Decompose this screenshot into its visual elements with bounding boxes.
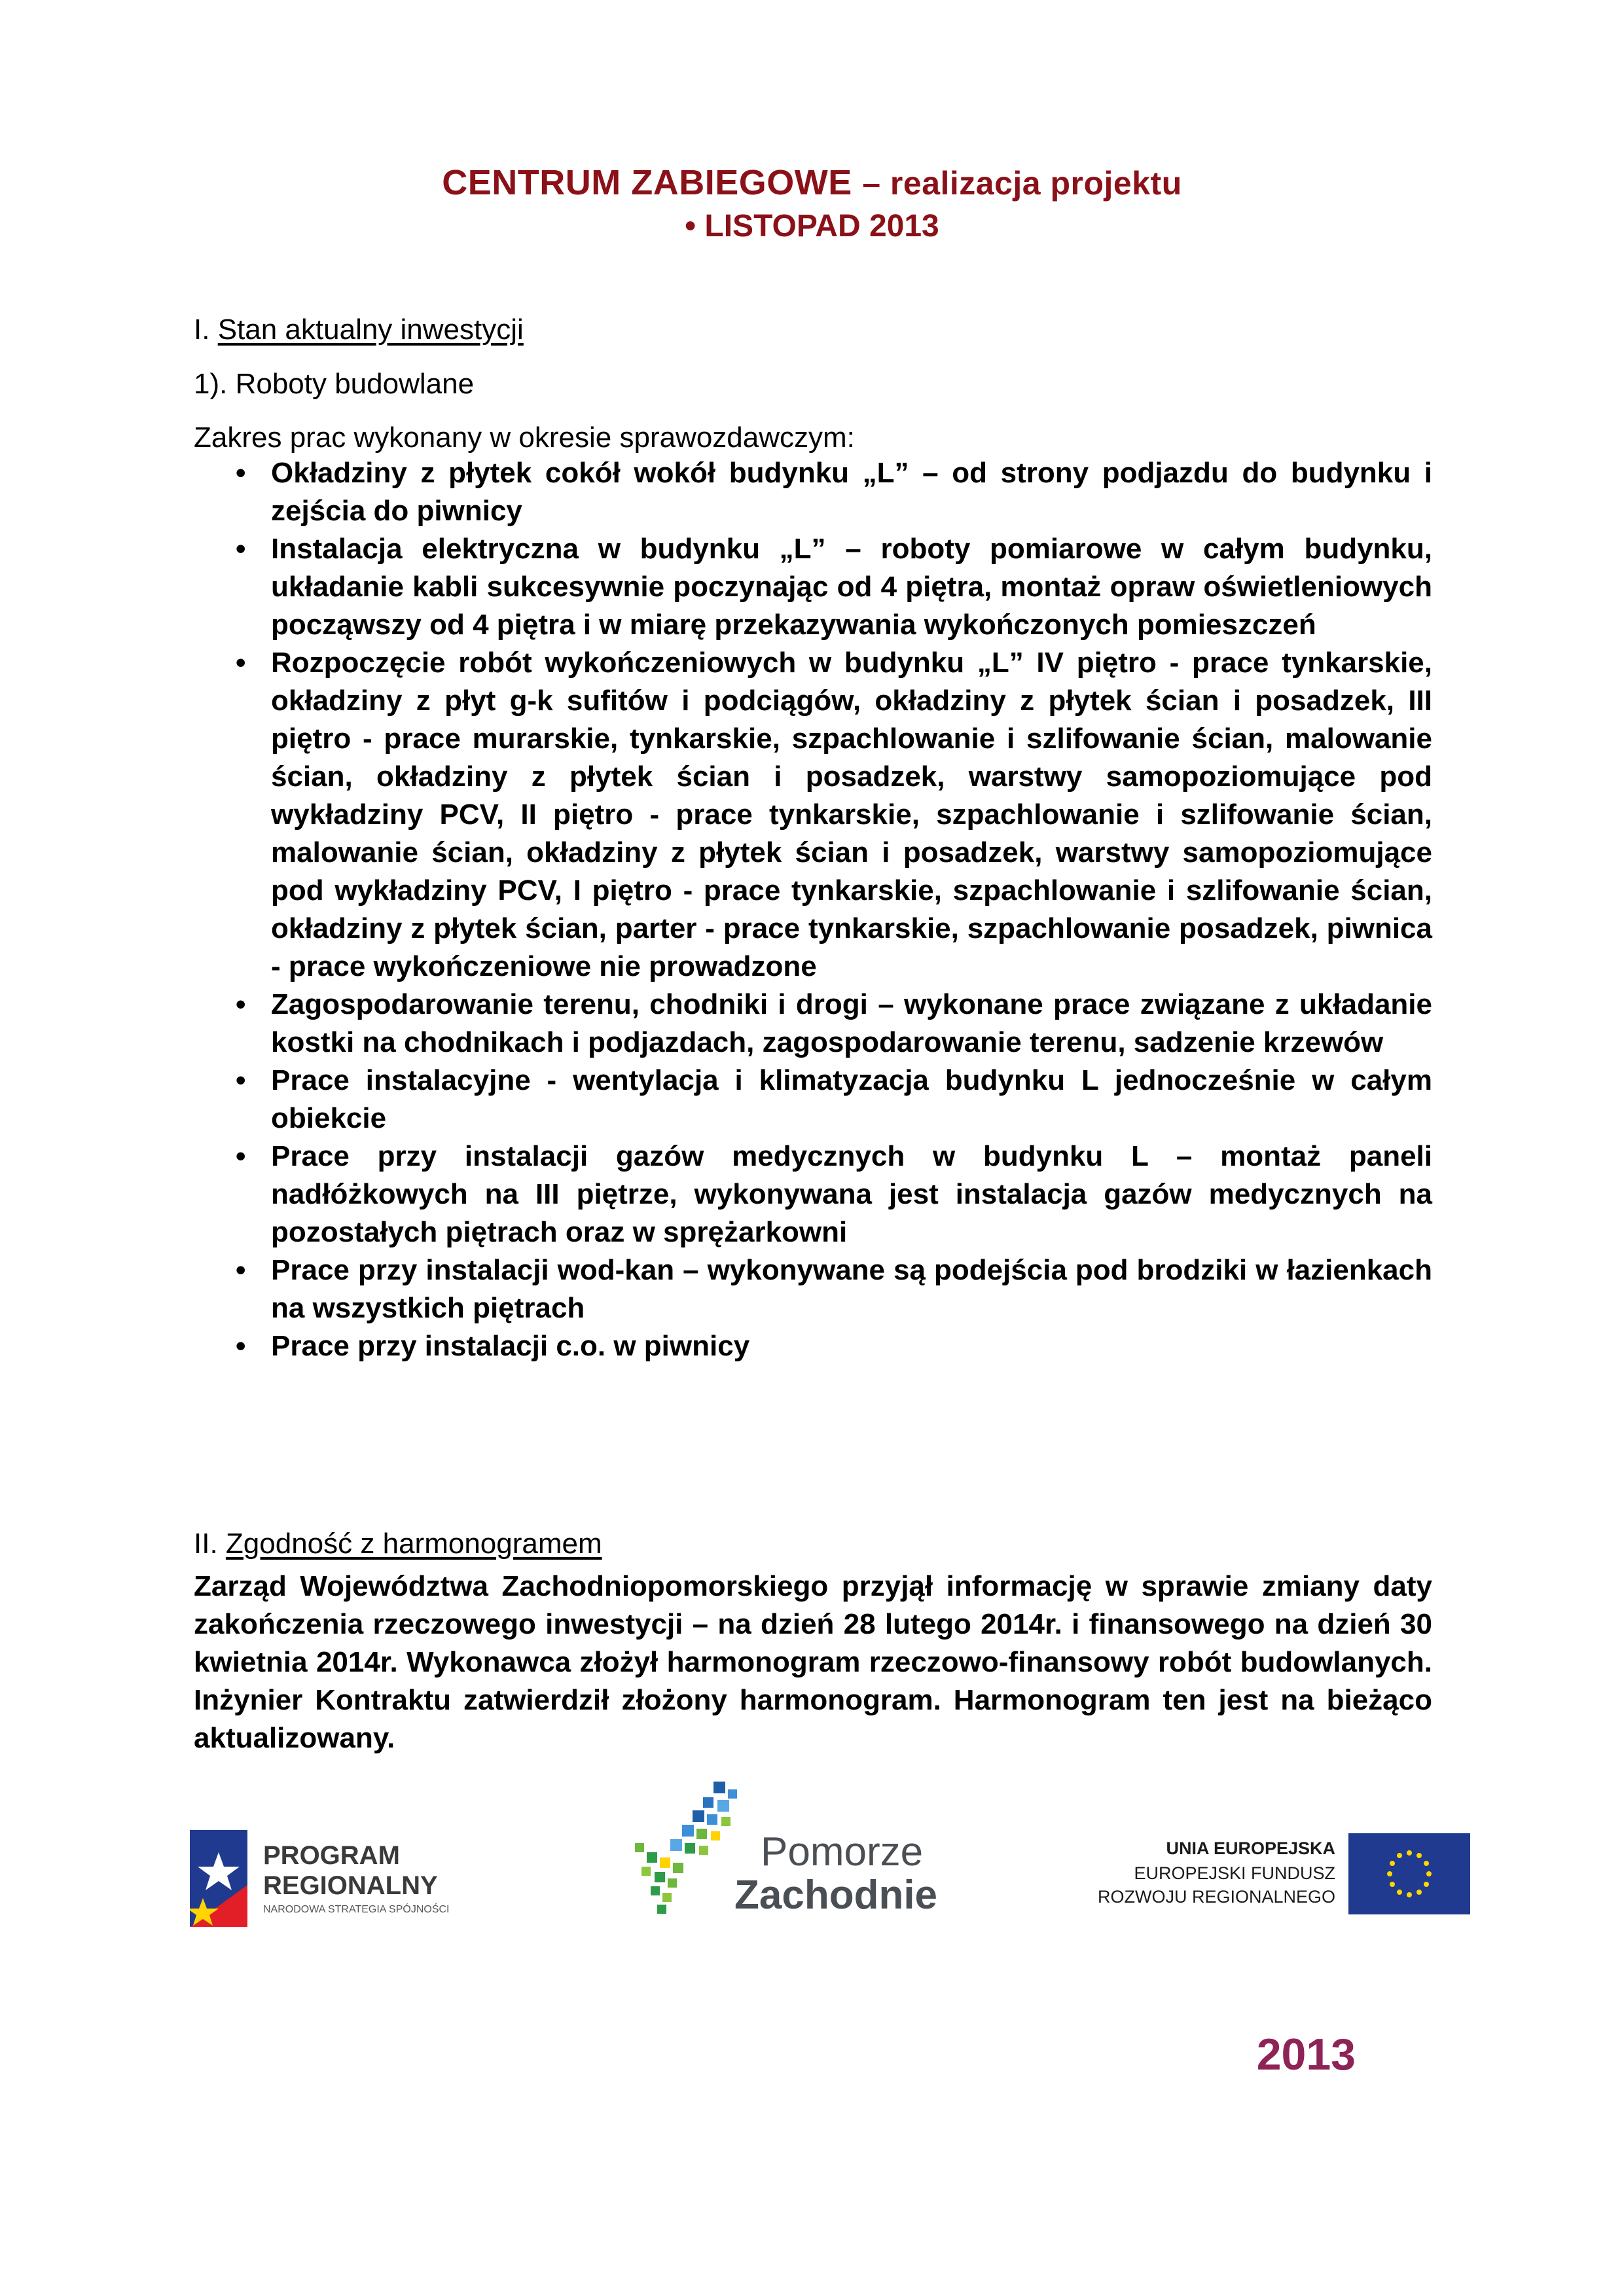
- pomorze-zachodnie-logo: [622, 1780, 975, 1931]
- pomorze-logo-line1: Pomorze: [761, 1829, 924, 1874]
- section1-number: I.: [194, 314, 210, 346]
- section1-intro: Zakres prac wykonany w okresie sprawozdawczym:: [194, 422, 855, 454]
- program-logo-line2: REGIONALNY: [263, 1871, 438, 1900]
- list-item: • Prace przy instalacji c.o. w piwnicy: [236, 1327, 1432, 1365]
- list-item: • Okładziny z płytek cokół wokół budynku „L” – od strony podjazdu do budynku i zejścia do piwnicy: [236, 454, 1432, 530]
- footer-year: 2013: [1256, 2030, 1356, 2079]
- list-item: • Prace przy instalacji wod-kan – wykonywane są podejścia pod brodziki w łazienkach na wszystkich piętrach: [236, 1251, 1432, 1327]
- document-title: [0, 162, 1624, 203]
- section1-heading: [194, 311, 1432, 349]
- logo-bar: [190, 1780, 1473, 1918]
- work-items-list: [236, 454, 1432, 1365]
- program-logo-line1: PROGRAM: [263, 1841, 400, 1870]
- list-item: • Rozpoczęcie robót wykończeniowych w budynku „L” IV piętro - prace tynkarskie, okładziny z płyt g-k sufitów i podciągów, okładziny z płytek ścian i posadzek, III piętro - prace murarskie, tynkarskie, szpachlowanie i szlifowanie ścian, malowanie ścian, okładziny z płytek ścian i posadzek, warstwy samopoziomujące pod wykładziny PCV, II piętro - prace tynkarskie, szpachlowanie i szlifowanie ścian, malowanie ścian, okładziny z płytek ścian i posadzek, warstwy samopoziomujące pod wykładziny PCV, I piętro - prace tynkarskie, szpachlowanie i szlifowanie ścian, okładziny z płytek ścian, parter - prace tynkarskie, szpachlowanie posadzek, piwnica - prace wykończeniowe nie prowadzone: [236, 644, 1432, 986]
- list-item: • Prace przy instalacji gazów medycznych w budynku L – montaż paneli nadłóżkowych na III piętrze, wykonywana jest instalacja gazów medycznych na pozostałych piętrach oraz w sprężarkowni: [236, 1138, 1432, 1251]
- section2-paragraph: Zarząd Województwa Zachodniopomorskiego przyjął informację w sprawie zmiany daty zakończenia rzeczowego inwestycji – na dzień 28 lutego 2014r. i finansowego na dzień 30 kwietnia 2014r. Wykonawca złożył harmonogram rzeczowo-finansowy robót budowlanych. Inżynier Kontraktu zatwierdził złożony harmonogram. Harmonogram ten jest na bieżąco aktualizowany.: [194, 1570, 1432, 1754]
- list-item: • Zagospodarowanie terenu, chodniki i drogi – wykonane prace związane z układanie kostki na chodnikach i podjazdach, zagospodarowanie terenu, sadzenie krzewów: [236, 986, 1432, 1062]
- pixel-mosaic-icon: [635, 1782, 737, 1914]
- title-main: CENTRUM ZABIEGOWE: [442, 163, 852, 202]
- eu-logo-line3: ROZWOJU REGIONALNEGO: [1097, 1887, 1335, 1907]
- eu-flag-icon: [1348, 1833, 1470, 1914]
- title-sub: – realizacja projektu: [862, 165, 1182, 202]
- program-regionalny-logo: [190, 1826, 530, 1931]
- eu-logo-line2: EUROPEJSKI FUNDUSZ: [1134, 1863, 1335, 1883]
- list-item: • Instalacja elektryczna w budynku „L” – roboty pomiarowe w całym budynku, układanie kabli sukcesywnie poczynając od 4 piętra, montaż opraw oświetleniowych począwszy od 4 piętra i w miarę przekazywania wykończonych pomieszczeń: [236, 530, 1432, 644]
- pomorze-logo-line2: Zachodnie: [734, 1873, 938, 1918]
- eu-fund-logo: [1060, 1829, 1473, 1921]
- program-logo-line3: NARODOWA STRATEGIA SPÓJNOŚCI: [263, 1904, 450, 1915]
- eu-logo-line1: UNIA EUROPEJSKA: [1166, 1839, 1335, 1858]
- section2-heading: [194, 1525, 1432, 1563]
- section2-title: Zgodność z harmonogramem: [225, 1528, 602, 1560]
- section1-subheading: 1). Roboty budowlane: [194, 368, 475, 400]
- section2-number: II.: [194, 1528, 218, 1560]
- list-item: • Prace instalacyjne - wentylacja i klimatyzacja budynku L jednocześnie w całym obiekcie: [236, 1062, 1432, 1138]
- section1-title: Stan aktualny inwestycji: [217, 314, 524, 346]
- document-date: • LISTOPAD 2013: [685, 209, 939, 243]
